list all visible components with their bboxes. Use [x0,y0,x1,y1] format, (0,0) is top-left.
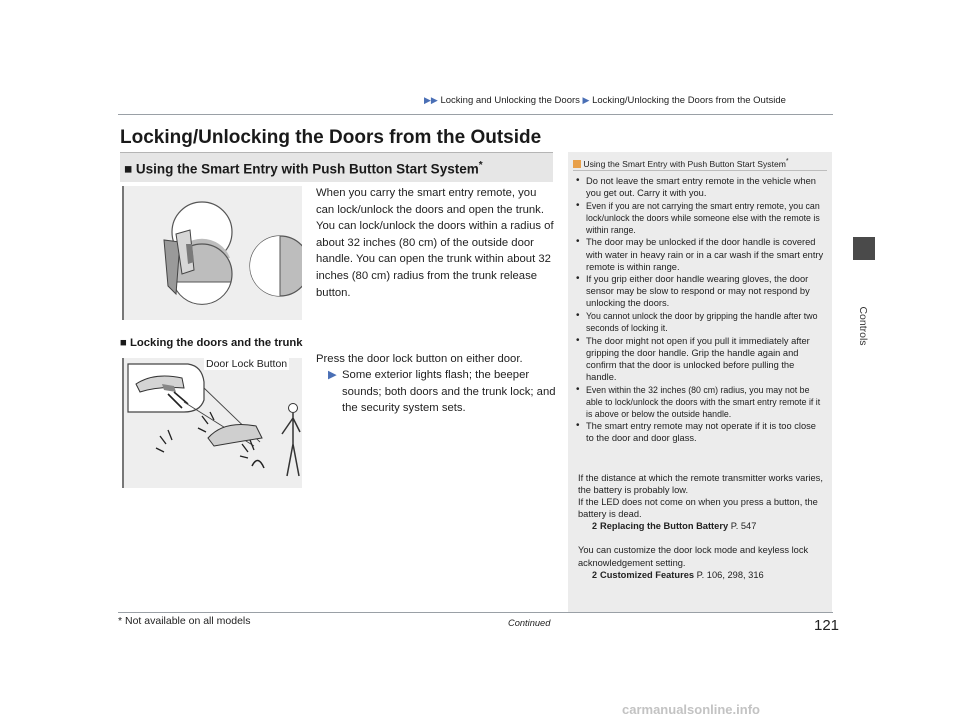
door-lock-illustration [122,358,302,488]
reference-icon: 2 [592,521,598,532]
page-number: 121 [814,617,840,634]
continued-label: Continued [508,618,551,628]
led-note: If the LED does not come on when you press a button, the battery is dead. [578,497,818,520]
customize-note: You can customize the door lock mode and keyless lock acknowledgement setting. [578,545,809,568]
customized-features-pages: P. 106, 298, 316 [696,569,764,580]
door-lock-drawing [124,358,302,488]
header-divider [118,114,833,115]
note-item: • The door may be unlocked if the door handle is covered with water in heavy rain or in a car wash if the smart entry remote is within range. [576,236,826,272]
section-heading [120,152,553,182]
double-arrow-icon: ▶▶ [424,95,438,105]
section-heading-text [124,160,483,177]
door-lock-button-callout: Door Lock Button [206,358,288,370]
smart-entry-range-illustration [122,186,302,320]
chapter-label[interactable] [851,296,875,356]
notes-title-text: Using the Smart Entry with Push Button Start System [583,158,786,169]
breadcrumb [424,95,786,106]
subsection-title: Locking the doors and the trunk [129,337,303,349]
note-item: • If you grip either door handle wearing gloves, the door sensor may be slow to respond or may not respond by unlocking the doors. [576,273,826,309]
step-result [328,367,556,417]
section-title: Using the Smart Entry with Push Button Start System [135,161,479,177]
notes-extra [578,472,828,581]
footer-divider [118,612,833,613]
note-item: • Even if you are not carrying the smart entry remote, you can lock/unlock the doors while someone else with the remote is within range. [576,200,826,236]
customized-features-title[interactable]: Customized Features [600,569,695,580]
footnote: * Not available on all models [118,615,251,627]
step-result-text: Some exterior lights flash; the beeper sounds; both doors and the trunk lock; and the security system sets. [342,369,556,415]
page-title: Locking/Unlocking the Doors from the Outside [120,127,542,148]
result-arrow-icon: ▶ [328,369,337,381]
note-item: • The smart entry remote may not operate if it is too close to the door and door glass. [576,420,826,444]
notes-marker-icon [573,160,581,168]
reference-icon: 2 [592,569,598,580]
customized-features-reference[interactable] [578,569,828,581]
note-item: • Even within the 32 inches (80 cm) radius, you may not be able to lock/unlock the doors with the smart entry remote if it is above or below the outside handle. [576,384,826,420]
subsection-heading [120,337,303,349]
section-marker: ■ [124,161,133,177]
breadcrumb-part1[interactable]: Locking and Unlocking the Doors [440,95,580,106]
notes-list [576,175,826,445]
arrow-icon: ▶ [582,95,590,105]
battery-reference-page: P. 547 [730,521,757,532]
note-item: • Do not leave the smart entry remote in the vehicle when you get out. Carry it with you. [576,175,826,199]
watermark: carmanualsonline.info [622,702,760,717]
note-item: • You cannot unlock the door by gripping the handle after two seconds of locking it. [576,310,826,334]
notes-divider [573,170,827,171]
battery-note: If the distance at which the remote transmitter works varies, the battery is probably low. [578,473,823,496]
notes-title [573,158,789,169]
breadcrumb-part2[interactable]: Locking/Unlocking the Doors from the Outside [592,95,786,106]
smart-entry-range-drawing [124,186,302,320]
subsection-marker: ■ [120,337,127,349]
notes-spacer [578,532,828,544]
section-body: When you carry the smart entry remote, you can lock/unlock the doors and open the trunk. You can lock/unlock the doors within a radius of about 32 inches (80 cm) of the outside door handle. You can open the trunk within about 32 inches (80 cm) radius from the trunk release button. [316,187,554,299]
note-item: • The door might not open if you pull it immediately after gripping the door handle. Grip the handle again and confirm that the door is unlocked before pulling the handle. [576,335,826,383]
battery-reference[interactable] [578,520,828,532]
battery-reference-title[interactable]: Replacing the Button Battery [600,521,729,532]
notes-asterisk: * [785,158,789,165]
chapter-tab [853,237,875,260]
step-text: Press the door lock button on either door. [316,353,523,365]
section-asterisk: * [478,160,483,171]
chapter-label-text: Controls [857,306,869,346]
